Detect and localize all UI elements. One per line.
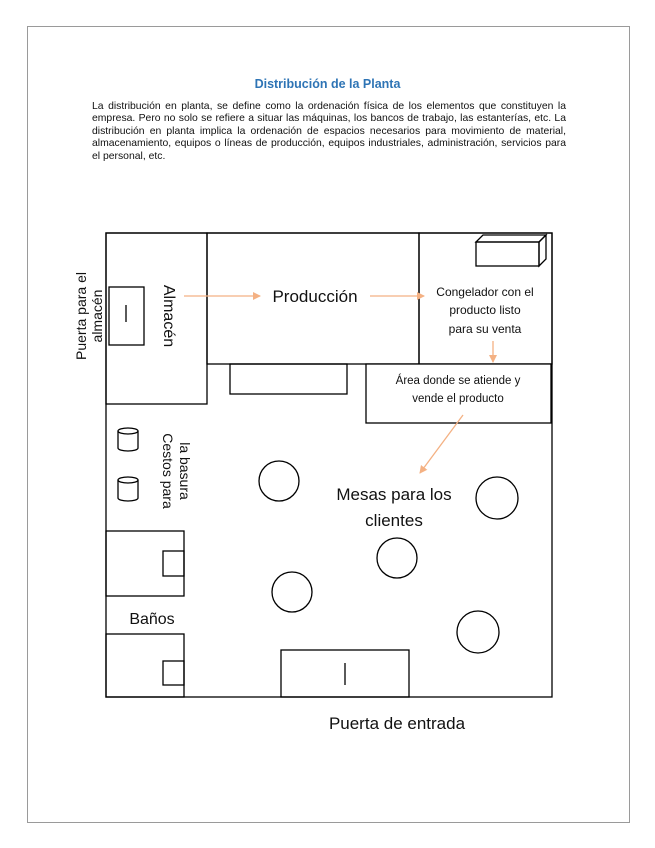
table-2 bbox=[476, 477, 518, 519]
puerta-entrada-label: Puerta de entrada bbox=[328, 714, 466, 733]
freezer-icon bbox=[476, 235, 546, 266]
almacen-label: Almacén bbox=[160, 284, 177, 348]
cestos-label bbox=[160, 433, 193, 509]
svg-text:Puerta para el: Puerta para el bbox=[73, 272, 89, 360]
svg-text:producto listo: producto listo bbox=[449, 303, 521, 317]
svg-text:clientes: clientes bbox=[365, 511, 423, 530]
svg-text:para su venta: para su venta bbox=[448, 322, 522, 336]
toilet-1 bbox=[163, 551, 184, 576]
bathroom-2 bbox=[106, 634, 184, 697]
svg-text:la basura: la basura bbox=[177, 442, 193, 500]
table-5 bbox=[457, 611, 499, 653]
toilet-2 bbox=[163, 661, 184, 685]
congelador-label bbox=[436, 285, 533, 336]
produccion-label: Producción bbox=[272, 287, 358, 306]
table-3 bbox=[377, 538, 417, 578]
trash-bin-1 bbox=[118, 428, 138, 451]
svg-text:vende el producto: vende el producto bbox=[412, 393, 504, 405]
trash-bin-2 bbox=[118, 477, 138, 501]
svg-text:almacén: almacén bbox=[89, 289, 105, 343]
arrow-counter-to-mesas bbox=[420, 415, 463, 473]
banos-label: Baños bbox=[129, 611, 175, 628]
work-bench bbox=[230, 364, 347, 394]
puerta-almacen-label bbox=[73, 272, 105, 360]
intro-paragraph: La distribución en planta, se define como la ordenación física de los elementos que constituyen la empresa. Pero no solo se refiere a situar las máquinas, los bancos de trabajo, las estanterías, etc. La distribución en planta implica la ordenación de espacios necesarios para movimiento de material, almacenamiento, equipos o líneas de producción, equipos industriales, administración, servicios para el personal, etc. bbox=[92, 101, 566, 162]
bathroom-1 bbox=[106, 531, 184, 596]
mesas-label bbox=[336, 485, 451, 530]
almacen-room bbox=[106, 233, 207, 404]
document-title: Distribución de la Planta bbox=[254, 77, 401, 91]
svg-text:Área donde se atiende y: Área donde se atiende y bbox=[395, 375, 521, 387]
table-1 bbox=[259, 461, 299, 501]
table-4 bbox=[272, 572, 312, 612]
svg-text:Cestos para: Cestos para bbox=[160, 433, 176, 509]
svg-text:Mesas para los: Mesas para los bbox=[336, 485, 452, 504]
svg-text:Congelador con el: Congelador con el bbox=[436, 285, 534, 299]
